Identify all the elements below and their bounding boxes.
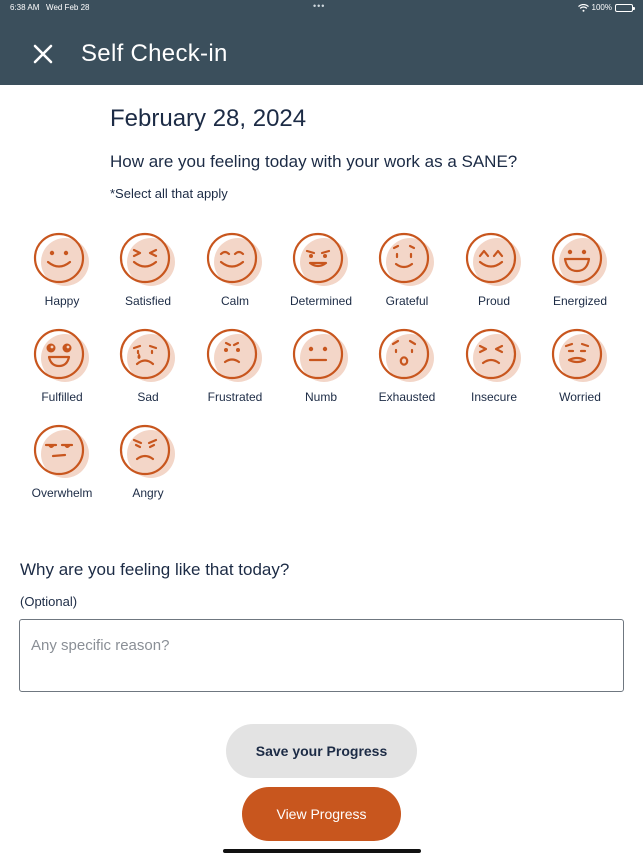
mood-label: Happy <box>44 294 80 308</box>
home-indicator[interactable] <box>223 849 421 853</box>
save-progress-button[interactable]: Save your Progress <box>226 724 417 778</box>
insecure-face-icon <box>465 328 523 386</box>
mood-label: Satisfied <box>124 294 172 308</box>
mood-label: Numb <box>304 390 337 404</box>
angry-face-icon <box>119 424 177 482</box>
optional-label: (Optional) <box>20 594 78 609</box>
mood-option-satisfied[interactable] <box>105 232 191 322</box>
proud-face-icon <box>465 232 523 290</box>
mood-option-sad[interactable] <box>105 328 191 418</box>
multitasking-dots-icon[interactable]: ••• <box>313 1 326 11</box>
mood-label: Fulfilled <box>41 390 83 404</box>
calm-face-icon <box>206 232 264 290</box>
page-title: Self Check-in <box>81 40 228 67</box>
energized-face-icon <box>551 232 609 290</box>
frustrated-face-icon <box>206 328 264 386</box>
battery-percent: 100% <box>591 3 612 12</box>
mood-label: Calm <box>220 294 249 308</box>
checkin-date: February 28, 2024 <box>110 105 307 132</box>
numb-face-icon <box>292 328 350 386</box>
mood-label: Frustrated <box>207 390 263 404</box>
mood-option-numb[interactable] <box>278 328 364 418</box>
grateful-face-icon <box>378 232 436 290</box>
mood-label: Proud <box>477 294 511 308</box>
mood-label: Angry <box>132 486 164 500</box>
mood-option-proud[interactable] <box>451 232 537 322</box>
mood-option-fulfilled[interactable] <box>19 328 105 418</box>
mood-label: Insecure <box>470 390 518 404</box>
determined-face-icon <box>292 232 350 290</box>
checkin-question: How are you feeling today with your work as a SANE? <box>110 152 518 171</box>
mood-label: Overwhelm <box>31 486 93 500</box>
status-time: 6:38 AM Wed Feb 28 <box>10 3 90 12</box>
mood-option-exhausted[interactable] <box>364 328 450 418</box>
reason-input[interactable] <box>19 619 624 692</box>
mood-option-frustrated[interactable] <box>192 328 278 418</box>
mood-label: Exhausted <box>378 390 436 404</box>
mood-label: Grateful <box>385 294 429 308</box>
satisfied-face-icon <box>119 232 177 290</box>
worried-face-icon <box>551 328 609 386</box>
select-hint: *Select all that apply <box>110 186 228 201</box>
exhausted-face-icon <box>378 328 436 386</box>
happy-face-icon <box>33 232 91 290</box>
mood-label: Worried <box>559 390 601 404</box>
mood-option-determined[interactable] <box>278 232 364 322</box>
mood-label: Determined <box>289 294 353 308</box>
mood-option-insecure[interactable] <box>451 328 537 418</box>
mood-option-calm[interactable] <box>192 232 278 322</box>
view-progress-button[interactable]: View Progress <box>242 787 401 841</box>
mood-label: Sad <box>137 390 159 404</box>
mood-option-energized[interactable] <box>537 232 623 322</box>
mood-label: Energized <box>552 294 608 308</box>
mood-option-angry[interactable] <box>105 424 191 514</box>
mood-option-overwhelm[interactable] <box>19 424 105 514</box>
mood-option-worried[interactable] <box>537 328 623 418</box>
mood-option-happy[interactable] <box>19 232 105 322</box>
fulfilled-face-icon <box>33 328 91 386</box>
sad-face-icon <box>119 328 177 386</box>
reason-question: Why are you feeling like that today? <box>20 560 290 579</box>
overwhelm-face-icon <box>33 424 91 482</box>
mood-option-grateful[interactable] <box>364 232 450 322</box>
